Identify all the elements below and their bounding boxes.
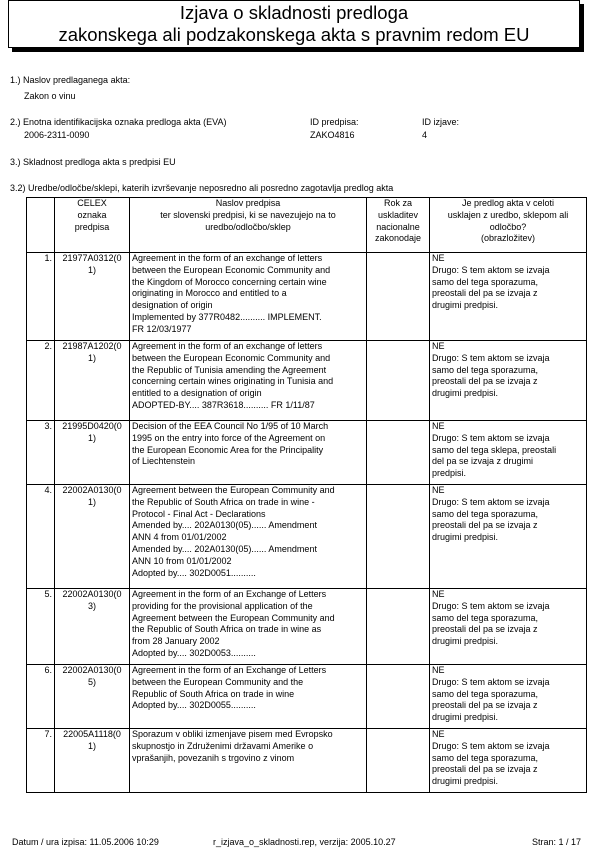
answer-line: drugimi predpisi. bbox=[432, 636, 499, 647]
answer-line: Drugo: S tem aktom se izvaja bbox=[432, 676, 550, 687]
answer-line: Drugo: S tem aktom se izvaja bbox=[432, 496, 550, 507]
regulation-title bbox=[130, 729, 367, 793]
answer-line: samo del tega sporazuma, bbox=[432, 276, 539, 287]
answer-line: samo del tega sporazuma, bbox=[432, 364, 539, 375]
header-skladen-line: (obrazložitev) bbox=[480, 233, 536, 244]
celex-code bbox=[55, 485, 130, 589]
row-number: 6. bbox=[27, 665, 55, 729]
header-skladen-line: usklajen z uredbo, sklepom ali bbox=[447, 209, 569, 220]
answer-line: samo del tega sporazuma, bbox=[432, 508, 539, 519]
title-line: Protocol - Final Act - Declarations bbox=[132, 508, 266, 519]
title-line: Amended by.... 202A0130(05)...... Amendment bbox=[132, 520, 317, 531]
section1-label: 1.) Naslov predlaganega akta: bbox=[10, 75, 131, 85]
title-line: Agreement between the European Community and bbox=[132, 612, 335, 623]
answer-line: drugimi predpisi. bbox=[432, 776, 499, 787]
answer-line: drugimi predpisi. bbox=[432, 532, 499, 543]
row-number: 4. bbox=[27, 485, 55, 589]
compliance-answer bbox=[430, 589, 587, 665]
section2-label: 2.) Enotna identifikacijska oznaka predloga akta (EVA) bbox=[10, 117, 227, 127]
answer-line: samo del tega sporazuma, bbox=[432, 752, 539, 763]
regulation-title bbox=[130, 589, 367, 665]
header-celex-line: oznaka bbox=[77, 209, 107, 220]
title-line: Agreement in the form of an exchange of letters bbox=[132, 253, 323, 263]
celex-line: 22002A0130(0 bbox=[62, 485, 122, 495]
answer-line: Drugo: S tem aktom se izvaja bbox=[432, 352, 550, 363]
celex-line: 1) bbox=[87, 740, 96, 751]
answer-line: preostali del pa se izvaja z bbox=[432, 700, 538, 711]
title-line: Implemented by 377R0482.......... IMPLEMENT. bbox=[132, 311, 322, 322]
celex-code bbox=[55, 341, 130, 421]
compliance-answer bbox=[430, 485, 587, 589]
compliance-answer bbox=[430, 253, 587, 341]
section2-value: 2006-2311-0090 bbox=[24, 130, 90, 140]
title-line: the European Economic Area for the Principality bbox=[132, 444, 324, 455]
table-row bbox=[27, 665, 587, 729]
title-line: from 28 January 2002 bbox=[132, 636, 220, 647]
section3-label: 3.) Skladnost predloga akta s predpisi EU bbox=[10, 157, 176, 167]
header-skladen bbox=[430, 198, 587, 253]
celex-line: 21995D0420(0 bbox=[62, 421, 122, 431]
celex-line: 22005A1118(0 bbox=[63, 729, 121, 739]
title-line: Agreement in the form of an Exchange of Letters bbox=[132, 665, 327, 675]
celex-line: 1) bbox=[87, 496, 96, 507]
title-line: the Republic of Tunisia amending the Agreement bbox=[132, 364, 327, 375]
title-line: vprašanjih, povezanih s trgovino z vinom bbox=[132, 752, 295, 763]
title-line: FR 12/03/1977 bbox=[132, 323, 192, 334]
answer-line: samo del tega sklepa, preostali bbox=[432, 444, 557, 455]
answer-line: preostali del pa se izvaja z bbox=[432, 624, 538, 635]
id-izjave-label: ID izjave: bbox=[422, 117, 460, 127]
answer-line: NE bbox=[432, 341, 445, 351]
answer-line: NE bbox=[432, 421, 445, 431]
row-number: 1. bbox=[27, 253, 55, 341]
celex-line: 3) bbox=[87, 600, 96, 611]
title-line: entitled to a designation of origin bbox=[132, 388, 262, 399]
answer-line: preostali del pa se izvaja z bbox=[432, 764, 538, 775]
answer-line: NE bbox=[432, 485, 445, 495]
table-row bbox=[27, 421, 587, 485]
regulation-title bbox=[130, 665, 367, 729]
document-title-line2: zakonskega ali podzakonskega akta s pravnim redom EU bbox=[58, 24, 530, 45]
answer-line: samo del tega sporazuma, bbox=[432, 612, 539, 623]
header-celex-line: predpisa bbox=[74, 221, 110, 232]
header-celex bbox=[55, 198, 130, 253]
row-number: 5. bbox=[27, 589, 55, 665]
answer-line: preostali del pa se izvaja z bbox=[432, 520, 538, 531]
title-line: Decision of the EEA Council No 1/95 of 10 March bbox=[132, 421, 329, 431]
celex-line: 21987A1202(0 bbox=[62, 341, 122, 351]
celex-code bbox=[55, 589, 130, 665]
celex-code bbox=[55, 253, 130, 341]
title-line: ADOPTED-BY.... 387R3618.......... FR 1/11/87 bbox=[132, 399, 315, 410]
answer-line: predpisi. bbox=[432, 468, 467, 479]
regulation-title bbox=[130, 341, 367, 421]
header-celex-line: CELEX bbox=[77, 198, 107, 208]
answer-line: preostali del pa se izvaja z bbox=[432, 288, 538, 299]
compliance-answer bbox=[430, 421, 587, 485]
celex-line: 22002A0130(0 bbox=[62, 665, 122, 675]
answer-line: Drugo: S tem aktom se izvaja bbox=[432, 432, 550, 443]
compliance-answer bbox=[430, 341, 587, 421]
deadline-cell bbox=[367, 421, 430, 485]
title-line: 1995 on the entry into force of the Agreement on bbox=[132, 432, 326, 443]
title-line: providing for the provisional application of the bbox=[132, 600, 313, 611]
header-rok-line: Rok za bbox=[383, 198, 412, 208]
title-line: Agreement between the European Community and bbox=[132, 485, 335, 495]
title-line: between the European Community and the bbox=[132, 676, 304, 687]
header-title-line: uredbo/odločbo/sklep bbox=[205, 221, 291, 232]
header-rok-line: nacionalne bbox=[376, 221, 420, 232]
footer-report: r_izjava_o_skladnosti.rep, verzija: 2005.10.27 bbox=[213, 837, 396, 847]
title-line: of Liechtenstein bbox=[132, 456, 196, 467]
title-line: skupnostjo in Združenimi državami Amerike o bbox=[132, 740, 314, 751]
celex-code bbox=[55, 421, 130, 485]
answer-line: preostali del pa se izvaja z bbox=[432, 376, 538, 387]
title-line: Adopted by.... 302D0055.......... bbox=[132, 700, 256, 711]
title-line: ANN 10 from 01/01/2002 bbox=[132, 555, 232, 566]
deadline-cell bbox=[367, 253, 430, 341]
answer-line: NE bbox=[432, 729, 445, 739]
title-line: concerning certain wines originating in Tunisia and bbox=[132, 376, 334, 387]
title-line: the Republic of South Africa on trade in wine as bbox=[132, 624, 322, 635]
celex-line: 1) bbox=[87, 264, 96, 275]
row-number: 2. bbox=[27, 341, 55, 421]
header-title-line: Naslov predpisa bbox=[215, 198, 281, 208]
table-row bbox=[27, 589, 587, 665]
deadline-cell bbox=[367, 485, 430, 589]
table-row bbox=[27, 485, 587, 589]
title-line: between the European Economic Community and bbox=[132, 264, 331, 275]
celex-line: 22002A0130(0 bbox=[62, 589, 122, 599]
answer-line: samo del tega sporazuma, bbox=[432, 688, 539, 699]
header-rok bbox=[367, 198, 430, 253]
table-row bbox=[27, 729, 587, 793]
compliance-answer bbox=[430, 665, 587, 729]
title-line: Amended by.... 202A0130(05)...... Amendment bbox=[132, 543, 317, 554]
celex-line: 21977A0312(0 bbox=[62, 253, 122, 263]
deadline-cell bbox=[367, 729, 430, 793]
answer-line: del pa se izvaja z drugimi bbox=[432, 456, 534, 467]
header-skladen-line: Je predlog akta v celoti bbox=[461, 198, 555, 208]
deadline-cell bbox=[367, 665, 430, 729]
row-number: 3. bbox=[27, 421, 55, 485]
id-izjave-value: 4 bbox=[422, 130, 428, 140]
celex-line: 1) bbox=[87, 432, 96, 443]
id-predpisa-label: ID predpisa: bbox=[310, 117, 359, 127]
title-line: Adopted by.... 302D0051.......... bbox=[132, 567, 256, 578]
table-row bbox=[27, 253, 587, 341]
title-line: originating in Morocco and entitled to a bbox=[132, 288, 287, 299]
regulation-title bbox=[130, 421, 367, 485]
compliance-answer bbox=[430, 729, 587, 793]
celex-code bbox=[55, 729, 130, 793]
answer-line: NE bbox=[432, 665, 445, 675]
footer-page: Stran: 1 / 17 bbox=[532, 837, 582, 847]
deadline-cell bbox=[367, 341, 430, 421]
answer-line: Drugo: S tem aktom se izvaja bbox=[432, 740, 550, 751]
answer-line: Drugo: S tem aktom se izvaja bbox=[432, 264, 550, 275]
title-line: the Republic of South Africa on trade in wine - bbox=[132, 496, 315, 507]
header-title-line: ter slovenski predpisi, ki se navezujejo na to bbox=[160, 209, 336, 220]
header-rok-line: zakonodaje bbox=[374, 233, 422, 244]
regulations-table bbox=[26, 197, 587, 793]
answer-line: Drugo: S tem aktom se izvaja bbox=[432, 600, 550, 611]
regulation-title bbox=[130, 253, 367, 341]
answer-line: drugimi predpisi. bbox=[432, 388, 499, 399]
id-predpisa-value: ZAKO4816 bbox=[310, 130, 355, 140]
header-rok-line: uskladitev bbox=[377, 209, 419, 220]
regulation-title bbox=[130, 485, 367, 589]
document-title-line1: Izjava o skladnosti predloga bbox=[179, 2, 409, 23]
title-line: Adopted by.... 302D0053.......... bbox=[132, 647, 256, 658]
celex-line: 5) bbox=[87, 676, 96, 687]
title-line: Republic of South Africa on trade in wine bbox=[132, 688, 295, 699]
footer-date: Datum / ura izpisa: 11.05.2006 10:29 bbox=[12, 837, 159, 847]
title-line: Sporazum v obliki izmenjave pisem med Evropsko bbox=[132, 729, 333, 739]
title-line: Agreement in the form of an Exchange of Letters bbox=[132, 589, 327, 599]
row-number: 7. bbox=[27, 729, 55, 793]
deadline-cell bbox=[367, 589, 430, 665]
title-line: the Kingdom of Morocco concerning certain wine bbox=[132, 276, 327, 287]
celex-line: 1) bbox=[87, 352, 96, 363]
title-line: Agreement in the form of an exchange of letters bbox=[132, 341, 323, 351]
header-skladen-line: odločbo? bbox=[489, 221, 527, 232]
header-title bbox=[130, 198, 367, 253]
answer-line: NE bbox=[432, 253, 445, 263]
section32-label: 3.2) Uredbe/odločbe/sklepi, katerih izvrševanje neposredno ali posredno zagotavlja predlog akta bbox=[10, 183, 394, 193]
document-title-box bbox=[8, 0, 580, 48]
answer-line: NE bbox=[432, 589, 445, 599]
header-number bbox=[27, 198, 55, 253]
answer-line: drugimi predpisi. bbox=[432, 712, 499, 723]
answer-line: drugimi predpisi. bbox=[432, 300, 499, 311]
table-row bbox=[27, 341, 587, 421]
title-line: between the European Economic Community and bbox=[132, 352, 331, 363]
title-line: ANN 4 from 01/01/2002 bbox=[132, 532, 227, 543]
celex-code bbox=[55, 665, 130, 729]
title-line: designation of origin bbox=[132, 300, 213, 311]
section1-value: Zakon o vinu bbox=[24, 91, 76, 101]
